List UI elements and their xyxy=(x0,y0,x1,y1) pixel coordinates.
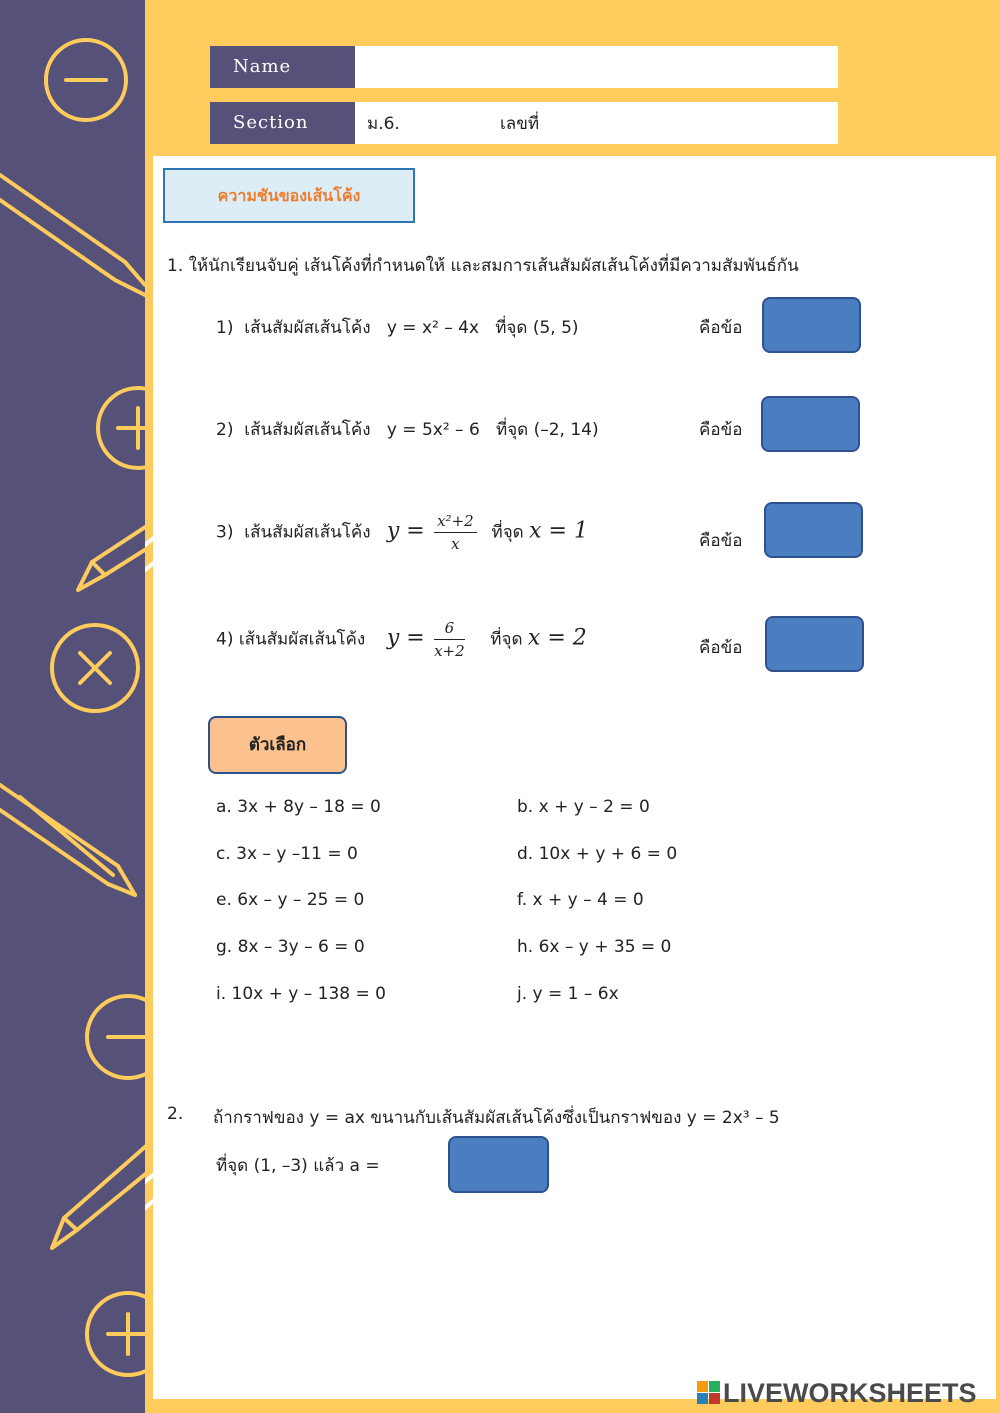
item-number: 4) xyxy=(216,629,234,650)
choice-c: c. 3x – y –11 = 0 xyxy=(216,844,358,864)
answer-label-1: คือข้อ xyxy=(699,318,743,338)
item-text: เส้นสัมผัสเส้นโค้ง xyxy=(238,629,366,650)
choice-a: a. 3x + 8y – 18 = 0 xyxy=(216,797,381,817)
answer-box-q2[interactable] xyxy=(448,1136,549,1193)
item-number: 1) xyxy=(216,318,234,338)
item-fraction xyxy=(434,619,465,660)
name-label: Name xyxy=(210,46,355,88)
liveworksheets-logo xyxy=(697,1378,977,1408)
item-text: เส้นสัมผัสเส้นโค้ง xyxy=(244,420,371,440)
item-lhs: y = xyxy=(386,625,425,651)
question2-line2: ที่จุด (1, –3) แล้ว a = xyxy=(216,1156,380,1176)
worksheet-title: ความชันของเส้นโค้ง xyxy=(163,168,415,223)
choice-d: d. 10x + y + 6 = 0 xyxy=(517,844,678,864)
class-text: ม.6. xyxy=(367,114,400,134)
section-field[interactable] xyxy=(355,102,838,144)
question1-item-1 xyxy=(216,314,579,341)
item-number: 3) xyxy=(216,522,234,543)
name-field[interactable] xyxy=(355,46,838,88)
choice-i: i. 10x + y – 138 = 0 xyxy=(216,984,386,1004)
item-point-label: ที่จุด xyxy=(490,629,523,650)
choice-j: j. y = 1 – 6x xyxy=(517,984,619,1004)
question1-item-3 xyxy=(216,512,588,553)
item-lhs: y = xyxy=(386,518,425,544)
question1-prompt: 1. ให้นักเรียนจับคู่ เส้นโค้งที่กำหนดให้ และสมการเส้นสัมผัสเส้นโค้งที่มีความสัมพันธ์กัน xyxy=(167,256,799,276)
item-equation: y = 5x² – 6 xyxy=(386,420,480,440)
fraction-numerator: x²+2 xyxy=(434,512,477,533)
answer-box-4[interactable] xyxy=(765,616,864,672)
brand-text: LIVEWORKSHEETS xyxy=(723,1378,977,1408)
question1-item-4 xyxy=(216,619,587,660)
fraction-denominator: x xyxy=(451,535,460,553)
answer-label-4: คือข้อ xyxy=(699,638,743,658)
choice-e: e. 6x – y – 25 = 0 xyxy=(216,890,365,910)
item-equation: y = x² – 4x xyxy=(386,318,479,338)
item-number: 2) xyxy=(216,420,234,440)
item-point: ที่จุด (–2, 14) xyxy=(495,420,599,440)
number-label: เลขที่ xyxy=(500,114,540,134)
item-point: ที่จุด (5, 5) xyxy=(495,318,579,338)
answer-label-2: คือข้อ xyxy=(699,420,743,440)
item-fraction xyxy=(434,512,477,553)
question2-number: 2. xyxy=(167,1104,184,1124)
item-text: เส้นสัมผัสเส้นโค้ง xyxy=(244,522,371,543)
item-point-label: ที่จุด xyxy=(491,522,524,543)
choice-h: h. 6x – y + 35 = 0 xyxy=(517,937,672,957)
question1-item-2 xyxy=(216,416,599,443)
worksheet-paper xyxy=(153,156,996,1399)
answer-box-1[interactable] xyxy=(762,297,861,353)
item-text: เส้นสัมผัสเส้นโค้ง xyxy=(244,318,371,338)
answer-box-2[interactable] xyxy=(761,396,860,452)
item-point-math: x = 2 xyxy=(527,625,587,651)
section-label: Section xyxy=(210,102,355,144)
answer-box-3[interactable] xyxy=(764,502,863,558)
choices-label: ตัวเลือก xyxy=(208,716,347,774)
fraction-numerator: 6 xyxy=(434,619,465,640)
fraction-denominator: x+2 xyxy=(434,642,465,660)
choice-f: f. x + y – 4 = 0 xyxy=(517,890,644,910)
answer-label-3: คือข้อ xyxy=(699,531,743,551)
choice-g: g. 8x – 3y – 6 = 0 xyxy=(216,937,365,957)
logo-icon xyxy=(697,1381,721,1405)
question2-line1: ถ้ากราฟของ y = ax ขนานกับเส้นสัมผัสเส้นโค้งซึ่งเป็นกราฟของ y = 2x³ – 5 xyxy=(213,1108,780,1128)
item-point-math: x = 1 xyxy=(529,518,588,544)
choice-b: b. x + y – 2 = 0 xyxy=(517,797,650,817)
